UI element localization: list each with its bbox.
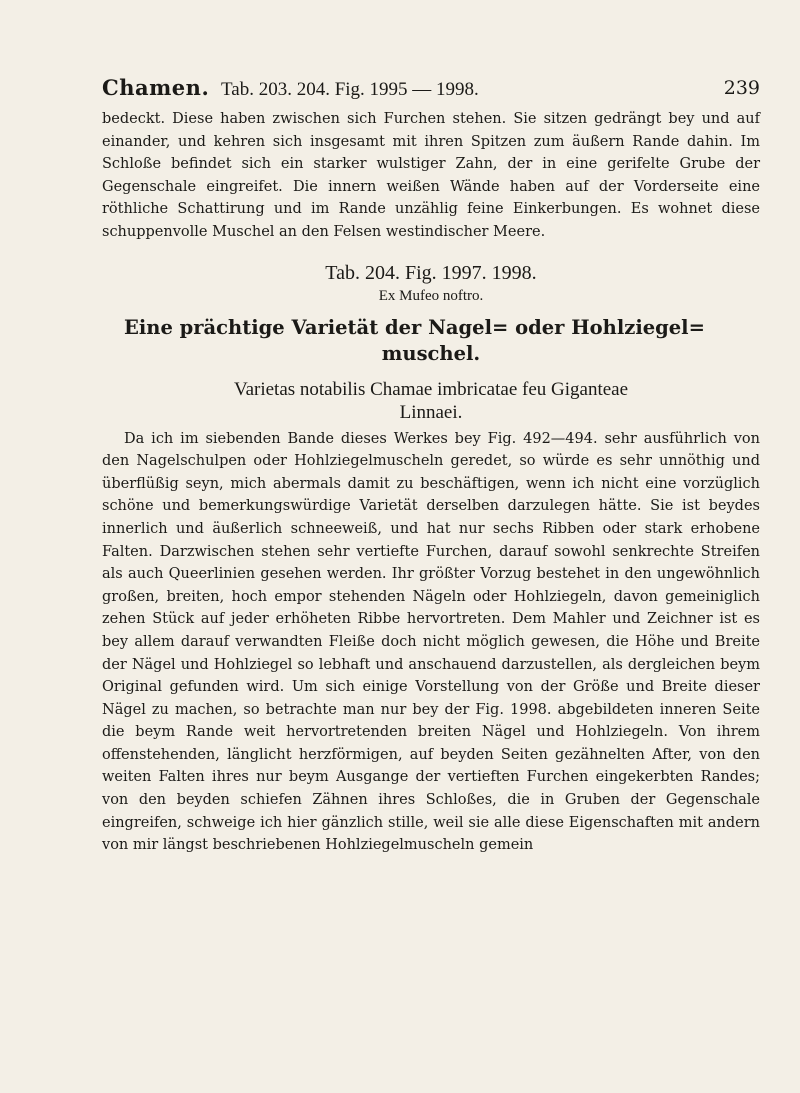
running-head-title: Chamen. [102,75,210,100]
plate-reference-heading: Tab. 204. Fig. 1997. 1998. [325,261,537,284]
german-title-line-2: muschel. [381,341,481,365]
latin-title-line-2: Linnaei. [399,401,463,423]
german-title-line-1: Eine prächtige Varietät der Nagel= oder Hohlziegel= [124,315,705,339]
page-number: 239 [723,77,760,99]
running-head [102,70,760,106]
body-paragraph: Da ich im siebenden Bande dieses Werkes bey Fig. 492—494. sehr ausführlich von den Nagelschulpen oder Hohlziegelmuscheln geredet, so würde es sehr unnöthig und überflüßig seyn, mich abermals damit zu beschäftigen, wenn ich nicht eine vorzüglich schöne und bemerkungswürdige Varietät derselben darzulegen hätte. Sie ist beydes innerlich und äußerlich schneeweiß, und hat nur sechs Ribben oder stark erhobene Falten. Darzwischen stehen sehr vertiefte Furchen, darauf sowohl senkrechte Streifen als auch Queerlinien gesehen werden. Ihr größter Vorzug bestehet in den ungewöhnlich großen, breiten, hoch empor stehenden Nägeln oder Hohlziegeln, davon gemeiniglich zehen Stück auf jeder erhöheten Ribbe hervortreten. Dem Mahler und Zeichner ist es bey allem darauf verwandten Fleiße doch nicht möglich gewesen, die Höhe und Breite der Nägel und Hohlziegel so lebhaft und anschauend darzustellen, als dergleichen beym Original gefunden wird. Um sich einige Vorstellung von der Größe und Breite dieser Nägel zu machen, so betrachte man nur bey der Fig. 1998. abgebildeten inneren Seite die beym Rande weit hervortretenden breiten Nägel und Hohlziegeln. Von ihrem offenstehenden, länglicht herzförmigen, auf beyden Seiten gezähnelten After, von den weiten Falten ihres nur beym Ausgange der vertieften Furchen eingekerbten Randes; von den beyden schiefen Zähnen ihres Schloßes, die in Gruben der Gegenschale eingreifen, schweige ich hier gänzlich stille, weil sie alle diese Eigenschaften mit andern von mir längst beschriebenen Hohlziegelmuscheln gemein [102,430,760,854]
latin-title-line-1: Varietas notabilis Chamae imbricatae feu Giganteae [233,378,629,400]
running-head-reference: Tab. 203. 204. Fig. 1995 — 1998. [220,79,479,100]
collection-note: Ex Mufeo noftro. [378,287,484,304]
intro-paragraph: bedeckt. Diese haben zwischen sich Furchen stehen. Sie sitzen gedrängt bey und auf einander, und kehren sich insgesamt mit ihren Spitzen zum äußern Rande dahin. Im Schloße befindet sich ein starker wulstiger Zahn, der in eine gerifelte Grube der Gegenschale eingreifet. Die innern weißen Wände haben auf der Vorderseite eine röthliche Schattirung und im Rande unzählig feine Einkerbungen. Es wohnet diese schuppenvolle Muschel an den Felsen westindischer Meere. [102,111,760,240]
